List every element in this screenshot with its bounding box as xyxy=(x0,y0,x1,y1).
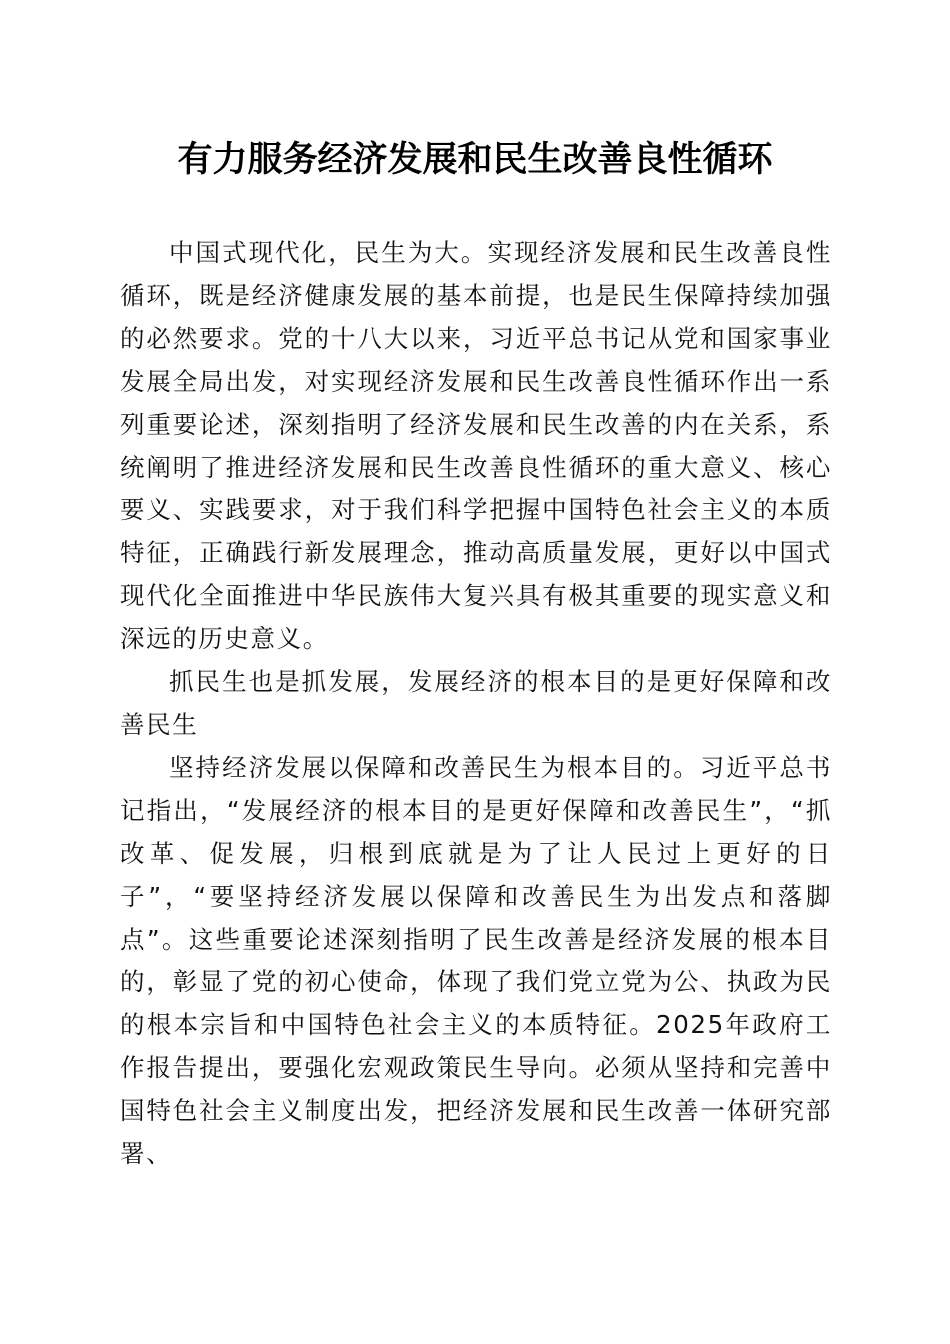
document-title: 有力服务经济发展和民生改善良性循环 xyxy=(177,139,773,180)
paragraph-body: 坚持经济发展以保障和改善民生为根本目的。习近平总书记指出，“发展经济的根本目的是更好保障和改善民生”，“抓改革、促发展，归根到底就是为了让人民过上更好的日子”，“要坚持经济发展以保障和改善民生为出发点和落脚点”。这些重要论述深刻指明了民生改善是经济发展的根本目的，彰显了党的初心使命，体现了我们党立党为公、执政为民的根本宗旨和中国特色社会主义的本质特征。2025年政府工作报告提出，要强化宏观政策民生导向。必须从坚持和完善中国特色社会主义制度出发，把经济发展和民生改善一体研究部署、 xyxy=(120,752,832,1169)
paragraph-intro: 中国式现代化，民生为大。实现经济发展和民生改善良性循环，既是经济健康发展的基本前提，也是民生保障持续加强的必然要求。党的十八大以来，习近平总书记从党和国家事业发展全局出发，对实现经济发展和民生改善良性循环作出一系列重要论述，深刻指明了经济发展和民生改善的内在关系，系统阐明了推进经济发展和民生改善良性循环的重大意义、核心要义、实践要求，对于我们科学把握中国特色社会主义的本质特征，正确践行新发展理念，推动高质量发展，更好以中国式现代化全面推进中华民族伟大复兴具有极其重要的现实意义和深远的历史意义。 xyxy=(120,238,832,654)
paragraph-section-heading: 抓民生也是抓发展，发展经济的根本目的是更好保障和改善民生 xyxy=(120,667,832,739)
document-body xyxy=(120,232,832,1176)
